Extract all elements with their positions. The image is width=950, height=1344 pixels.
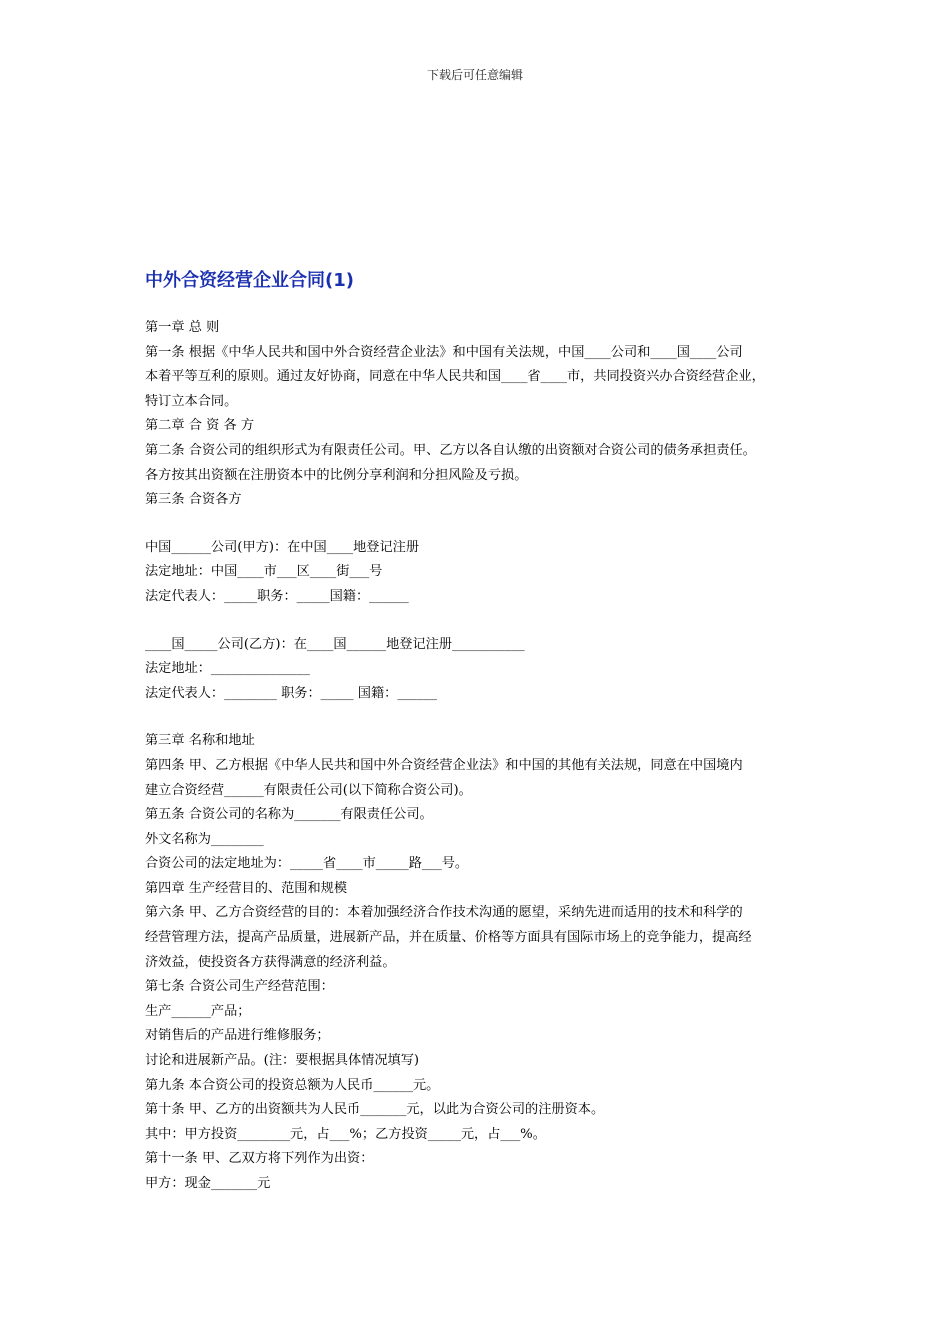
text-line: 经营管理方法，提高产品质量，进展新产品，并在质量、价格等方面具有国际市场上的竞争能力，提高经 bbox=[145, 930, 752, 946]
text-line: 第五条 合资公司的名称为_______有限责任公司。 bbox=[145, 807, 433, 823]
text-line: ____国_____公司(乙方)：在____国______地登记注册___________ bbox=[145, 636, 525, 652]
text-line: 第二章 合 资 各 方 bbox=[145, 418, 255, 434]
text-line: 合资公司的法定地址为：_____省____市_____路___号。 bbox=[145, 856, 469, 872]
text-line: 法定代表人：_____职务：_____国籍：______ bbox=[145, 588, 409, 604]
text-line: 法定地址：中国____市___区____街___号 bbox=[145, 564, 383, 580]
block-gap bbox=[145, 706, 825, 729]
text-line: 各方按其出资额在注册资本中的比例分享利润和分担风险及亏损。 bbox=[145, 467, 528, 483]
text-line: 第一章 总 则 bbox=[145, 320, 220, 335]
text-line: 对销售后的产品进行维修服务； bbox=[145, 1028, 330, 1044]
text-line: 法定代表人：________ 职务：_____ 国籍：______ bbox=[145, 685, 437, 701]
header-note: 下载后可任意编辑 bbox=[426, 68, 523, 82]
text-line: 甲方：现金_______元 bbox=[145, 1176, 271, 1191]
text-line: 第七条 合资公司生产经营范围： bbox=[145, 979, 334, 995]
text-line: 讨论和进展新产品。(注：要根据具体情况填写) bbox=[145, 1053, 420, 1069]
text-line: 济效益，使投资各方获得满意的经济利益。 bbox=[145, 954, 396, 970]
text-line: 第十条 甲、乙方的出资额共为人民币_______元，以此为合资公司的注册资本。 bbox=[145, 1102, 605, 1118]
text-line: 其中：甲方投资________元，占___%；乙方投资_____元，占___%。 bbox=[145, 1126, 546, 1142]
text-line: 第四章 生产经营目的、范围和规模 bbox=[145, 880, 348, 896]
text-line: 第三条 合资各方 bbox=[145, 492, 242, 508]
text-line: 建立合资经营______有限责任公司(以下简称合资公司)。 bbox=[145, 782, 472, 798]
text-line: 第一条 根据《中华人民共和国中外合资经营企业法》和中国有关法规，中国____公司和____国____公司 bbox=[145, 344, 743, 360]
text-line: 本着平等互利的原则。通过友好协商，同意在中华人民共和国____省____市，共同投资兴办合资经营企业， bbox=[145, 369, 765, 385]
text-line: 第三章 名称和地址 bbox=[145, 733, 255, 749]
text-line: 第十一条 甲、乙双方将下列作为出资： bbox=[145, 1151, 374, 1167]
text-line: 第六条 甲、乙方合资经营的目的：本着加强经济合作技术沟通的愿望，采纳先进而适用的技术和科学的 bbox=[145, 905, 743, 921]
block-gap bbox=[145, 610, 825, 633]
text-line: 中国______公司(甲方)：在中国____地登记注册 bbox=[145, 539, 420, 555]
block-gap bbox=[145, 513, 825, 536]
text-line: 特订立本合同。 bbox=[145, 393, 238, 409]
document-title: 中外合资经营企业合同(1) bbox=[145, 270, 354, 291]
text-line: 第九条 本合资公司的投资总额为人民币______元。 bbox=[145, 1077, 440, 1093]
contract-body bbox=[145, 316, 825, 1197]
text-line: 第二条 合资公司的组织形式为有限责任公司。甲、乙方以各自认缴的出资额对合资公司的债务承担责任。 bbox=[145, 442, 756, 458]
text-line: 外文名称为________ bbox=[145, 831, 264, 847]
text-line: 法定地址：_______________ bbox=[145, 661, 310, 677]
text-line: 第四条 甲、乙方根据《中华人民共和国中外合资经营企业法》和中国的其他有关法规，同意在中国境内 bbox=[145, 757, 743, 773]
text-line: 生产______产品； bbox=[145, 1003, 251, 1019]
